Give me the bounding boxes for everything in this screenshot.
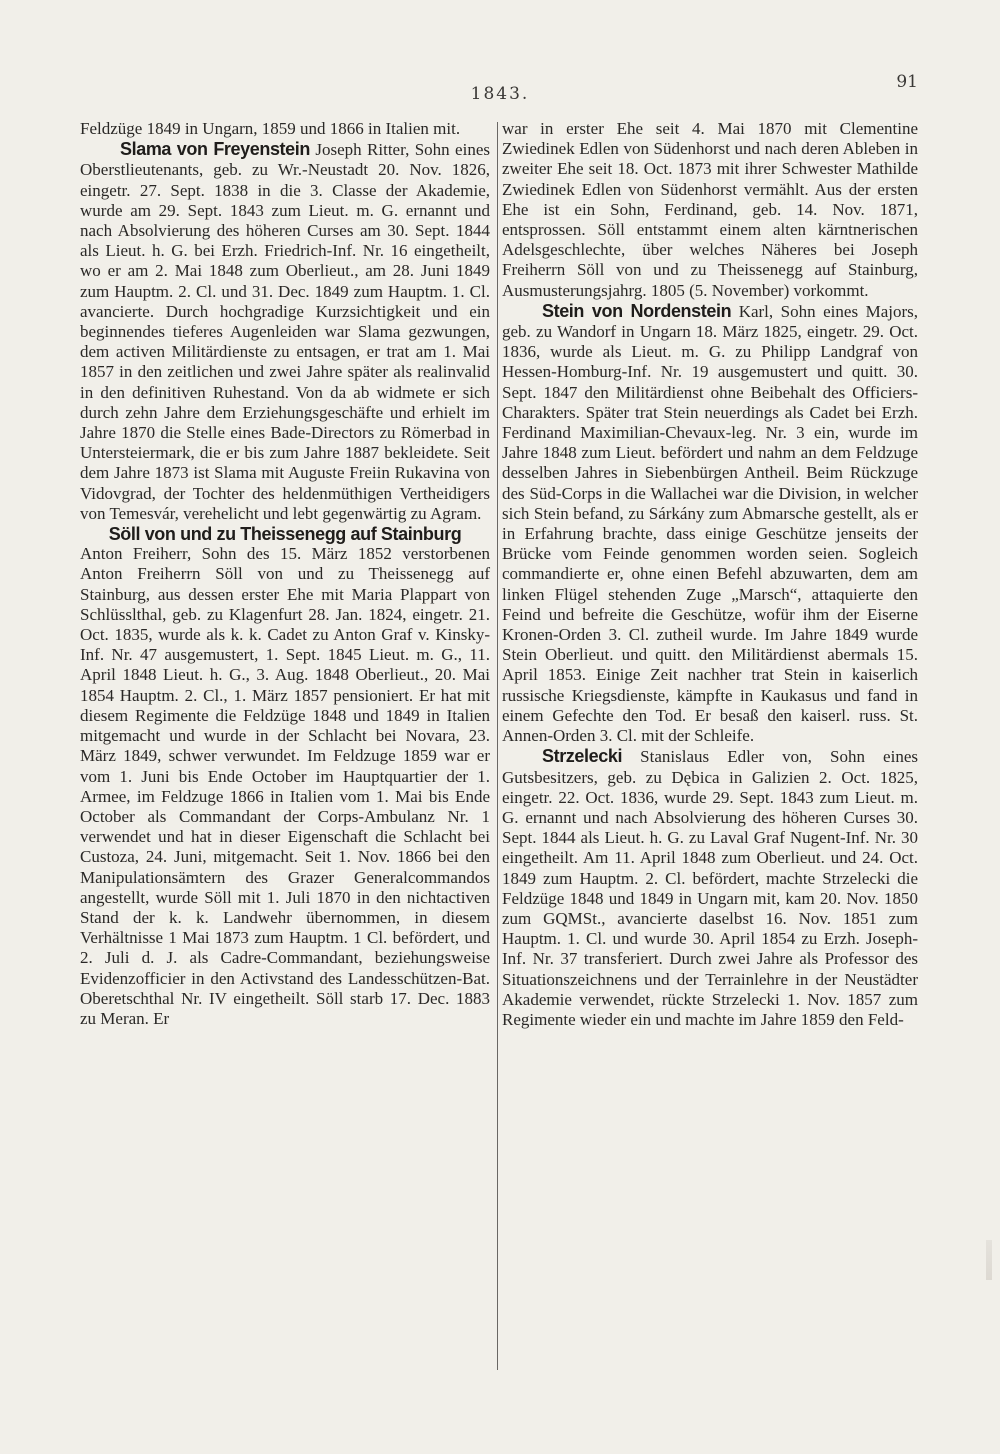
entry-text-stein: Karl, Sohn eines Majors, geb. zu Wandorf in Ungarn 18. März 1825, eingetr. 29. Oct. 1836, wurde als Lieut. m. G. zu Philipp Landgraf von Hessen-Homburg-Inf. Nr. 19 ausgemustert und quitt. 30. Sept. 1847 den Militärdienst ohne Beibehalt des Officiers-Charakters. Später trat Stein neuerdings als Cadet bei Erzh. Ferdinand Maximilian-Chevaux-leg. Nr. 3 ein, wurde im Jahre 1848 zum Lieut. befördert und nahm an dem Feldzuge desselben Jahres in Siebenbürgen Antheil. Beim Rückzuge des Süd-Corps in die Wallachei war die Division, in welcher sich Stein befand, zu Sárkány zum Abmarsche gestellt, als er in Erfahrung brachte, dass einige Geschütze jenseits der Brücke vom Feinde genommen worden seien. Sogleich commandierte er, ohne einen Befehl abzuwarten, dem am linken Flügel stehenden Zuge „Marsch“, attaquierte den Feind und befreite die Geschütze, wofür ihm der Eiserne Kronen-Orden 3. Cl. zutheil wurde. Im Jahre 1849 wurde Stein Oberlieut. und quitt. den Militärdienst abermals 15. April 1853. Einige Zeit nachher trat Stein in kaiserlich russische Kriegsdienste, kämpfte in Kaukasus und fand in einem Gefechte den Tod. Er besaß den kaiserl. russ. St. Annen-Orden 3. Cl. mit der Schleife. — [502, 301, 918, 746]
right-column — [502, 119, 918, 1030]
scan-artifact — [986, 1240, 992, 1280]
entry-text-slama: Joseph Ritter, Sohn eines Oberstlieutenants, geb. zu Wr.-Neustadt 20. Nov. 1826, eingetr. 27. Sept. 1838 in die 3. Classe der Akademie, wurde am 29. Sept. 1843 zum Lieut. m. G. ernannt und nach Absolvierung des höheren Curses am 30. Sept. 1844 als Lieut. h. G. bei Erzh. Friedrich-Inf. Nr. 16 eingetheilt, wo er am 2. Mai 1848 zum Oberlieut., am 28. Juni 1849 zum Hauptm. 2. Cl. und 31. Dec. 1849 zum Hauptm. 1. Cl. avancierte. Durch hochgradige Kurzsichtigkeit und ein beginnendes tieferes Augenleiden war Slama gezwungen, dem activen Militärdienste zu entsagen, er trat am 1. Mai 1857 in den zeitlichen und zwei Jahre später als realinvalid in den definitiven Ruhestand. Von da ab widmete er sich durch zehn Jahre dem Erziehungsgeschäfte und erhielt im Jahre 1870 die Stelle eines Bade-Directors zu Römerbad in Untersteiermark, die er bis zum Jahre 1887 bekleidete. Seit dem Jahre 1873 ist Slama mit Auguste Freiin Rukavina von Vidovgrad, der Tochter des heldenmüthigen Vertheidigers von Temesvár, verehelicht und lebt gegenwärtig zu Agram. — [80, 140, 490, 523]
entry-name-strzelecki: Strzelecki — [542, 746, 623, 767]
entry-text-soell: Anton Freiherr, Sohn des 15. März 1852 verstorbenen Anton Freiherrn Söll von und zu Theissenegg auf Stainburg, aus dessen erster Ehe mit Maria Plappart von Schlüsslthal, geb. zu Klagenfurt 28. Jan. 1824, eingetr. 21. Oct. 1835, wurde als k. k. Cadet zu Anton Graf v. Kinsky-Inf. Nr. 47 ausgemustert, 1. Sept. 1845 Lieut. m. G., 11. April 1848 Lieut. h. G., 3. Aug. 1848 Oberlieut., 20. Mai 1854 Hauptm. 2. Cl., 1. März 1857 pensioniert. Er hat mit diesem Regimente die Feldzüge 1848 und 1849 in Italien mitgemacht und wurde in der Schlacht bei Novara, 23. März 1849, schwer verwundet. Im Feldzuge 1859 war er vom 1. Juni bis Ende October im Hauptquartier der 1. Armee, im Feldzuge 1866 in Italien vom 1. Mai bis Ende October als Commandant der Corps-Ambulanz Nr. 1 verwendet und hat in dieser Eigenschaft die Schlacht bei Custoza, 24. Juni, mitgemacht. Seit 1. Nov. 1866 bei den Manipulationsämtern des Grazer Generalcommandos angestellt, wurde Söll mit 1. Juli 1870 in den nichtactiven Stand der k. k. Landwehr übernommen, in diesem Verhältnisse 1 Mai 1873 zum Hauptm. 1 Cl. befördert, und 2. Juli d. J. als Cadre-Commandant, beziehungsweise Evidenzofficier in den Activstand des Landesschützen-Bat. Oberetschthal Nr. IV eingetheilt. Söll starb 17. Dec. 1883 zu Meran. Er — [80, 544, 490, 1028]
running-head-year: 1843. — [470, 84, 530, 104]
continuation-paragraph-soell: war in erster Ehe seit 4. Mai 1870 mit Clementine Zwiedinek Edlen von Südenhorst und nach deren Ableben in zweiter Ehe seit 18. Oct. 1873 mit ihrer Schwester Mathilde Zwiedinek Edlen von Südenhorst vermählt. Aus der ersten Ehe ist ein Sohn, Ferdinand, geb. 14. Nov. 1871, entsprossen. Söll entstammt einem alten kärntnerischen Adelsgeschlechte, über welches Näheres bei Joseph Freiherrn Söll von und zu Theissenegg auf Stainburg, Ausmusterungsjahrg. 1805 (5. November) vorkommt. — [502, 119, 918, 300]
entry-strzelecki — [502, 746, 918, 1030]
entry-name-slama: Slama von Freyenstein — [120, 139, 310, 160]
column-divider — [497, 122, 498, 1370]
continuation-paragraph: Feldzüge 1849 in Ungarn, 1859 und 1866 in Italien mit. — [80, 119, 461, 138]
entry-text-strzelecki: Stanislaus Edler von, Sohn eines Gutsbesitzers, geb. zu Dębica in Galizien 2. Oct. 1825, eingetr. 22. Oct. 1836, wurde 29. Sept. 1843 zum Lieut. m. G. ernannt und nach Absolvierung des höheren Curses 30. Sept. 1844 als Lieut. h. G. zu Laval Graf Nugent-Inf. Nr. 30 eingetheilt. Am 11. April 1848 zum Oberlieut. und 24. Oct. 1849 zum Hauptm. 2. Cl. befördert, machte Strzelecki die Feldzüge 1848 und 1849 in Ungarn mit, kam 20. Nov. 1850 zum GQMSt., avancierte daselbst 16. Nov. 1851 zum Hauptm. 1. Cl. und wurde 30. April 1854 zu Erzh. Joseph-Inf. Nr. 37 transferiert. Durch zwei Jahre als Professor des Situationszeichnens und der Terrainlehre in der Neustädter Akademie verwendet, rückte Strzelecki 1. Nov. 1857 zum Regimente wieder ein und machte im Jahre 1859 den Feld- — [502, 747, 918, 1029]
entry-name-soell: Söll von und zu Theissenegg auf Stainburg — [108, 524, 462, 545]
entry-slama — [80, 139, 490, 524]
left-column — [80, 119, 490, 1029]
page-number: 91 — [896, 72, 918, 92]
entry-stein — [502, 301, 918, 746]
entry-name-stein: Stein von Nordenstein — [542, 300, 732, 321]
